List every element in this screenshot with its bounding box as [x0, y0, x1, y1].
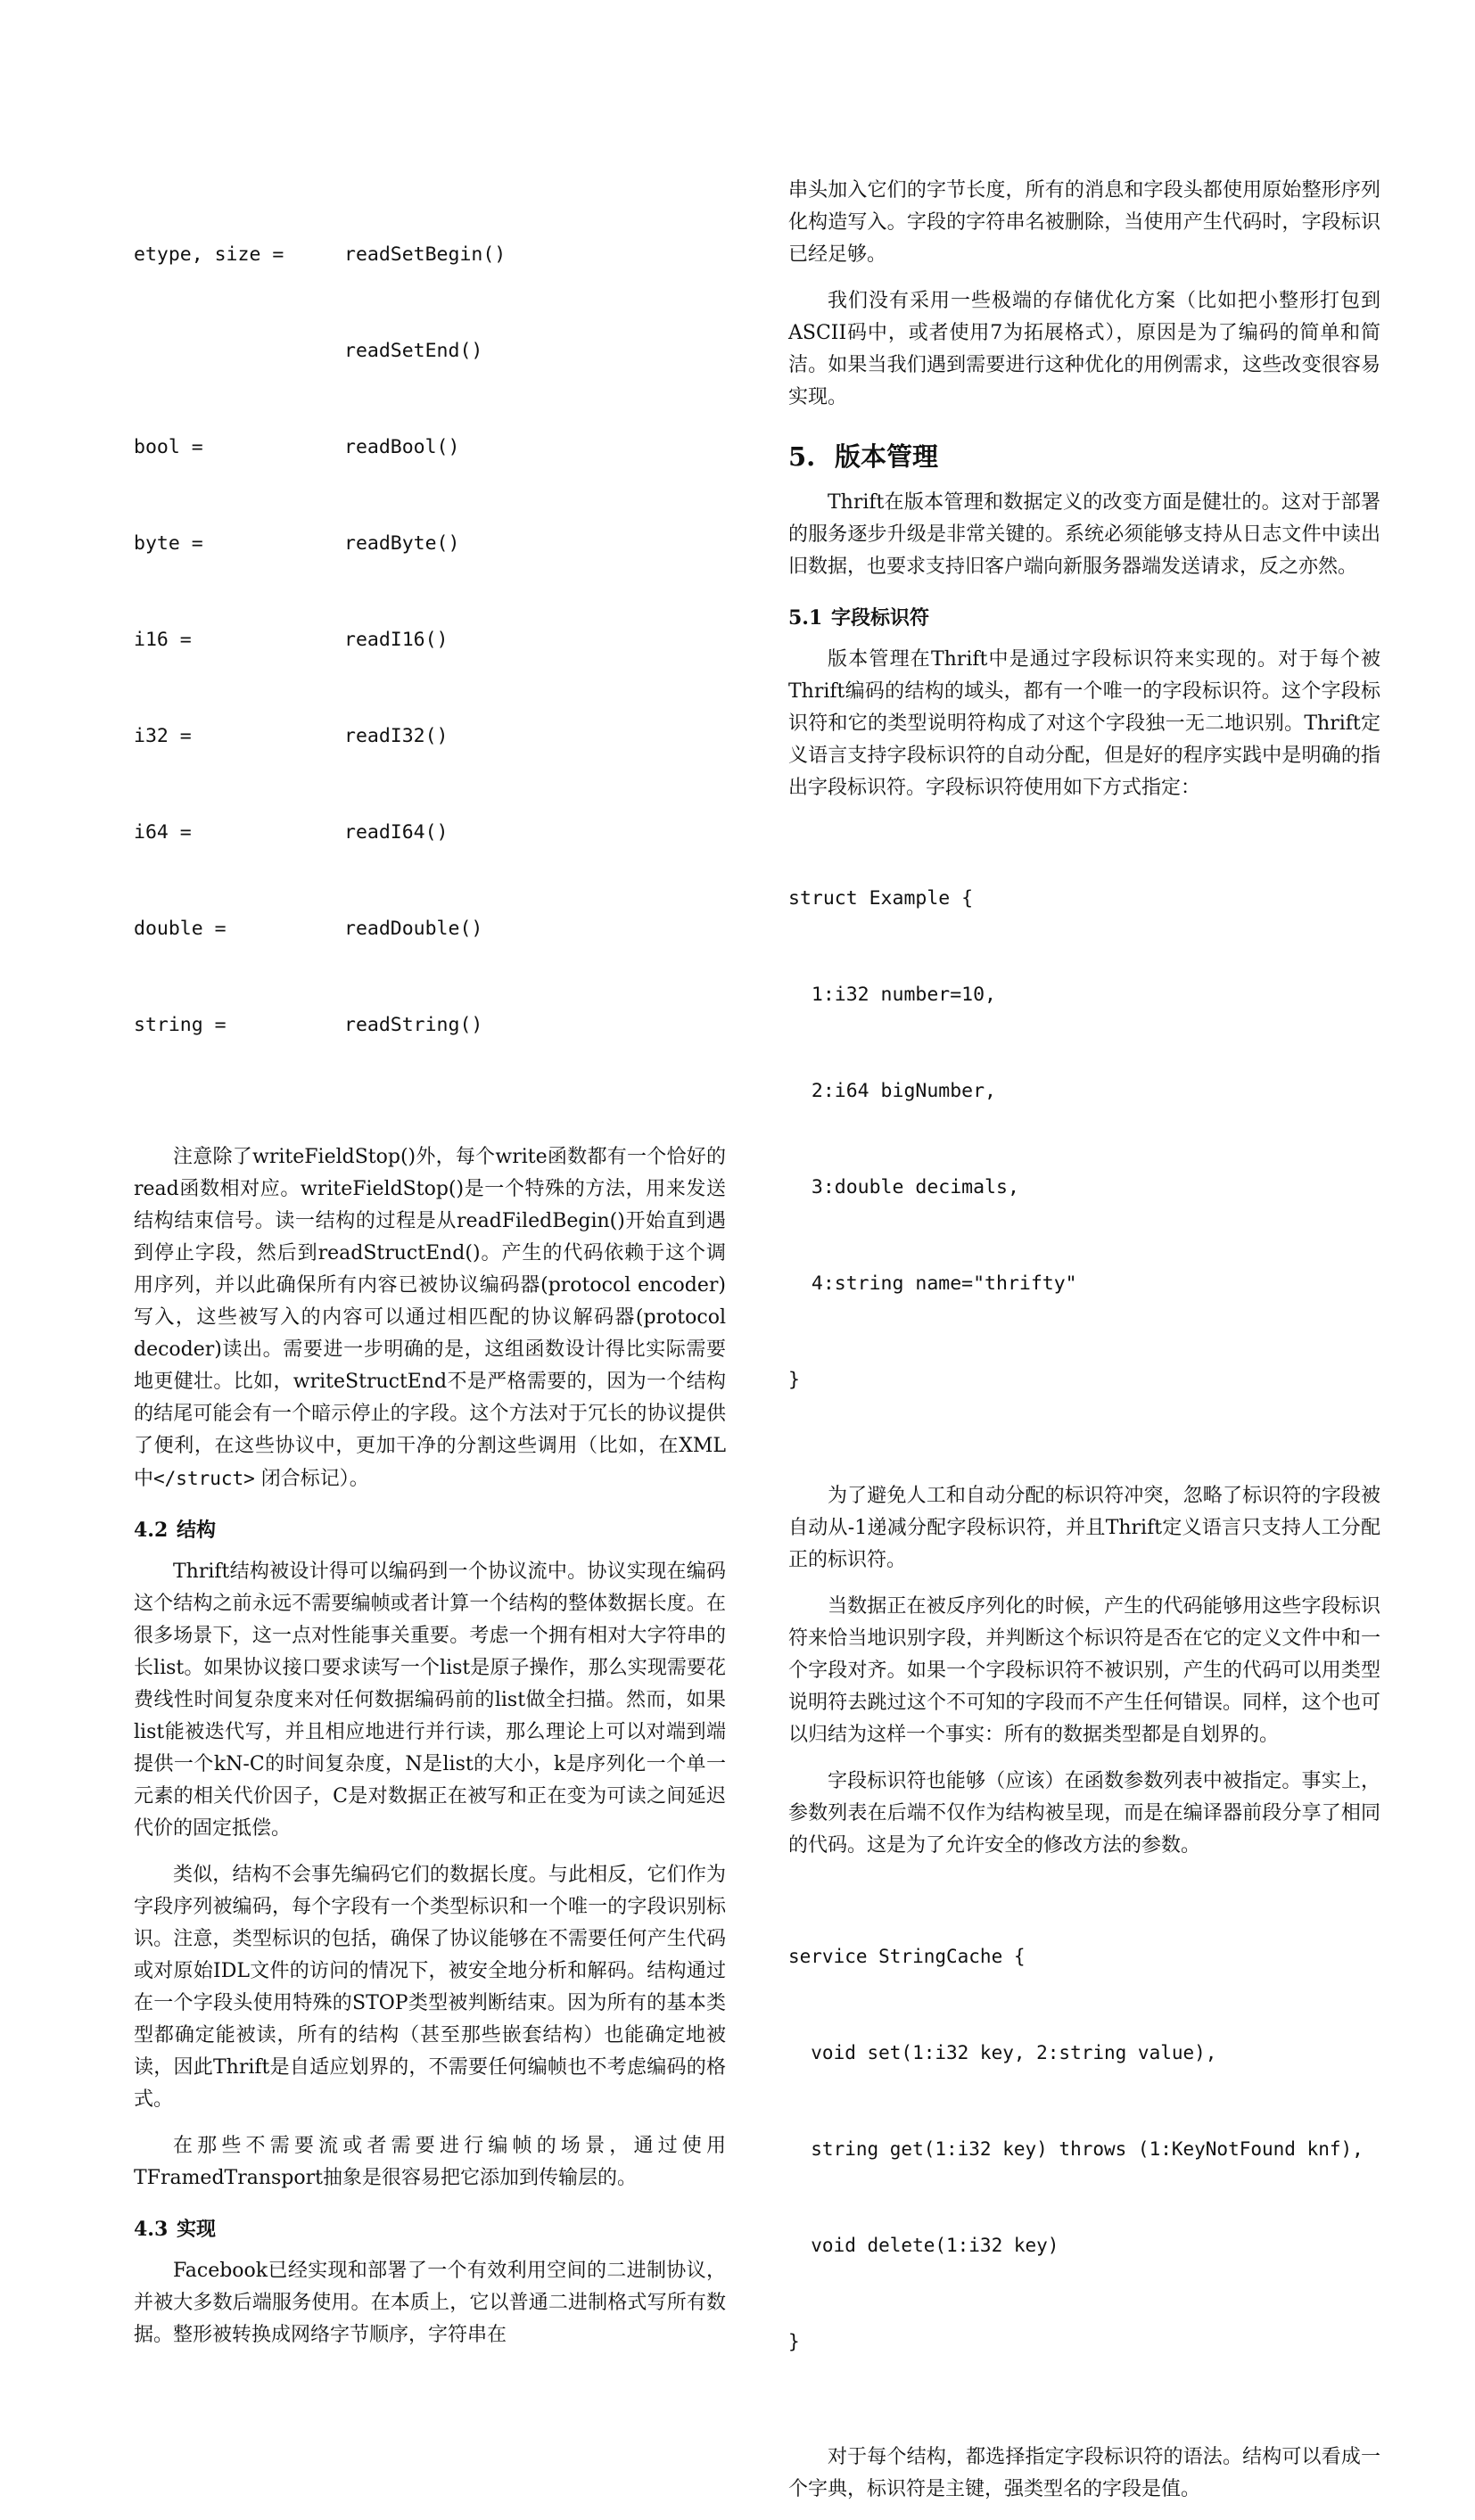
table-row	[134, 624, 726, 656]
code-line: 1:i32 number=10,	[788, 984, 996, 1006]
code-line: void delete(1:i32 key)	[788, 2235, 1059, 2256]
table-row	[134, 913, 726, 945]
right-column	[788, 175, 1380, 2520]
table-row	[134, 432, 726, 464]
section-number: 5.1	[788, 606, 823, 630]
left-column	[134, 175, 726, 2366]
paragraph: Thrift在版本管理和数据定义的改变方面是健壮的。这对于部署的服务逐步升级是非常关键的。系统必须能够支持从日志文件中读出旧数据，也要求支持旧客户端向新服务器端发送请求，反之亦然。	[788, 491, 1380, 578]
paragraph: 我们没有采用一些极端的存储优化方案（比如把小整形打包到ASCII码中，或者使用7为拓展格式），原因是为了编码的简单和简洁。如果当我们遇到需要进行这种优化的用例需求，这些改变很容易实现。	[788, 290, 1380, 408]
section-heading-5-1	[788, 603, 1380, 633]
table-row	[134, 335, 726, 367]
read-function: readI32()	[344, 725, 449, 747]
table-row	[134, 721, 726, 753]
read-function: readSetEnd()	[344, 340, 483, 362]
table-row	[134, 239, 726, 271]
code-line: struct Example {	[788, 887, 974, 910]
read-function: readByte()	[344, 532, 460, 555]
code-line: 3:double decimals,	[788, 1176, 1019, 1198]
section-number: 4.3	[134, 2218, 169, 2241]
section-heading-5	[788, 439, 1380, 474]
inline-code: </struct>	[153, 1468, 255, 1489]
read-function: readSetBegin()	[344, 243, 507, 266]
read-function: readString()	[344, 1014, 483, 1036]
code-line: service StringCache {	[788, 1946, 1026, 1967]
section-title: 字段标识符	[831, 606, 930, 630]
paragraph-text: 闭合标记）。	[254, 1468, 369, 1490]
paragraph: 在那些不需要流或者需要进行编帧的场景，通过使用TFramedTransport抽象是很容易把它添加到传输层的。	[134, 2135, 726, 2189]
paragraph	[134, 1141, 726, 1495]
code-line: 4:string name="thrifty"	[788, 1272, 1077, 1295]
read-type: string =	[134, 1014, 227, 1036]
paragraph: 对于每个结构，都选择指定字段标识符的语法。结构可以看成一个字典，标识符是主键，强类型名的字段是值。	[788, 2446, 1380, 2500]
read-type: i32 =	[134, 725, 192, 747]
section-heading-4-2	[134, 1515, 726, 1545]
paragraph: 版本管理在Thrift中是通过字段标识符来实现的。对于每个被Thrift编码的结构的域头，都有一个唯一的字段标识符。这个字段标识符和它的类型说明符构成了对这个字段独一无二地识别。Thrift定义语言支持字段标识符的自动分配，但是好的程序实践中是明确的指出字段标识符。字段标识符使用如下方式指定：	[788, 648, 1380, 799]
code-block-service-stringcache	[788, 1876, 1380, 2422]
read-function: readDouble()	[344, 918, 483, 940]
read-type: double =	[134, 918, 227, 940]
code-line: string get(1:i32 key) throws (1:KeyNotFound knf),	[788, 2138, 1364, 2160]
section-title: 结构	[177, 1519, 217, 1542]
table-row	[134, 1009, 726, 1042]
paragraph-text: 注意除了writeFieldStop()外，每个write函数都有一个恰好的read函数相对应。writeFieldStop()是一个特殊的方法，用来发送结构结束信号。读一结构的过程是从readFiledBegin()开始直到遇到停止字段，然后到readStructEnd()。产生的代码依赖于这个调用序列，并以此确保所有内容已被协议编码器(protocol encoder)写入，这些被写入的内容可以通过相匹配的协议解码器(protocol decoder)读出。需要进一步明确的是，这组函数设计得比实际需要地更健壮。比如，writeStructEnd不是严格需要的，因为一个结构的结尾可能会有一个暗示停止的字段。这个方法对于冗长的协议提供了便利，在这些协议中，更加干净的分割这些调用（比如，在XML中	[134, 1146, 726, 1490]
paragraph: 当数据正在被反序列化的时候，产生的代码能够用这些字段标识符来恰当地识别字段，并判断这个标识符是否在它的定义文件中和一个字段对齐。如果一个字段标识符不被识别，产生的代码可以用类型说明符去跳过这个不可知的字段而不产生任何错误。同样，这个也可以归结为这样一个事实：所有的数据类型都是自划界的。	[788, 1595, 1380, 1746]
code-line: }	[788, 1369, 800, 1391]
section-heading-4-3	[134, 2214, 726, 2244]
read-type: bool =	[134, 436, 203, 458]
section-title: 实现	[177, 2218, 217, 2241]
paragraph: 串头加入它们的字节长度，所有的消息和字段头都使用原始整形序列化构造写入。字段的字符串名被删除，当使用产生代码时，字段标识已经足够。	[788, 179, 1380, 266]
code-line: }	[788, 2331, 800, 2352]
paragraph: Facebook已经实现和部署了一个有效利用空间的二进制协议，并被大多数后端服务使用。在本质上，它以普通二进制格式写所有数据。整形被转换成网络字节顺序，字符串在	[134, 2260, 726, 2346]
paragraph: Thrift结构被设计得可以编码到一个协议流中。协议实现在编码这个结构之前永远不需要编帧或者计算一个结构的整体数据长度。在很多场景下，这一点对性能事关重要。考虑一个拥有相对大字符串的长list。如果协议接口要求读写一个list是原子操作，那么实现需要花费线性时间复杂度来对任何数据编码前的list做全扫描。然而，如果list能被迭代写，并且相应地进行并行读，那么理论上可以对端到端提供一个kN-C的时间复杂度，N是list的大小，k是序列化一个单一元素的相关代价因子，C是对数据正在被写和正在变为可读之间延迟代价的固定抵偿。	[134, 1561, 726, 1840]
paragraph: 为了避免人工和自动分配的标识符冲突，忽略了标识符的字段被自动从-1递减分配字段标识符，并且Thrift定义语言只支持人工分配正的标识符。	[788, 1485, 1380, 1571]
section-title: 版本管理	[835, 441, 939, 472]
read-type	[134, 335, 344, 367]
read-type: byte =	[134, 532, 203, 555]
code-line: void set(1:i32 key, 2:string value),	[788, 2042, 1217, 2063]
code-line: 2:i64 bigNumber,	[788, 1080, 996, 1102]
read-function: readBool()	[344, 436, 460, 458]
read-function: readI64()	[344, 821, 449, 844]
table-row	[134, 817, 726, 849]
paragraph: 类似，结构不会事先编码它们的数据长度。与此相反，它们作为字段序列被编码，每个字段有一个类型标识和一个唯一的字段识别标识。注意，类型标识的包括，确保了协议能够在不需要任何产生代码或对原始IDL文件的访问的情况下，被安全地分析和解码。结构通过在一个字段头使用特殊的STOP类型被判断结束。因为所有的基本类型都确定能被读，所有的结构（甚至那些嵌套结构）也能确定地被读，因此Thrift是自适应划界的，不需要任何编帧也不考虑编码的格式。	[134, 1864, 726, 2111]
paragraph: 字段标识符也能够（应该）在函数参数列表中被指定。事实上，参数列表在后端不仅作为结构被呈现，而是在编译器前段分享了相同的代码。这是为了允许安全的修改方法的参数。	[788, 1770, 1380, 1857]
code-block-struct-example	[788, 819, 1380, 1461]
table-row	[134, 528, 726, 560]
read-function: readI16()	[344, 629, 449, 651]
section-number: 4.2	[134, 1519, 169, 1542]
read-type: etype, size =	[134, 243, 284, 266]
read-type: i16 =	[134, 629, 192, 651]
section-number: 5.	[788, 441, 816, 472]
read-function-table	[134, 175, 726, 1106]
read-type: i64 =	[134, 821, 192, 844]
